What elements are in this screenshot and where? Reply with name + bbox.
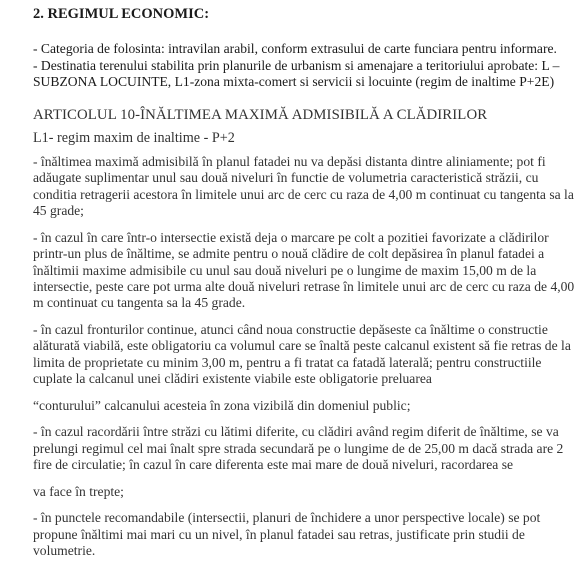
paragraph-line: înăltimii maxime admisibile cu unul sau două niveluri pe o lungime de maxim 15,00 m de la xyxy=(33,263,537,278)
paragraph-line: printr-un plus de înăltime, se admite pentru o nouă clădire de colt depăsirea în planul fatadei a xyxy=(33,246,545,261)
section-heading: 2. REGIMUL ECONOMIC: xyxy=(33,6,210,22)
paragraph-line: fire de circulatie; în cazul în care diferenta este mai mare de două niveluri, racordarea se xyxy=(33,457,514,472)
paragraph-line: adăugate suplimentar unul sau două niveluri în functie de volumetria caracteristică străzii, cu xyxy=(33,170,539,185)
paragraph-line: m continuat cu tangenta sa la 45 grade. xyxy=(33,295,246,310)
paragraph-line: 45 grade; xyxy=(33,203,84,218)
paragraph-line: limita de proprietate cu minim 3,00 m, pentru a fi tratat ca fatadă laterală; pentru constructiile xyxy=(33,355,542,370)
paragraph-line: conditia retragerii acestora în limitele unui arc de cerc cu raza de 4,00 m continuat cu tangenta sa la xyxy=(33,187,574,202)
article-title: ARTICOLUL 10-ÎNĂLTIMEA MAXIMĂ ADMISIBILĂ A CLĂDIRILOR xyxy=(33,107,488,123)
paragraph-line: alăturată viabilă, este obligatoriu ca volumul care se înaltă peste calcanul existent să fie retras de la xyxy=(33,338,571,353)
paragraph-line: - înăltimea maximă admisibilă în planul fatadei nu va depăsi distanta dintre aliniamente; pot fi xyxy=(33,154,546,169)
paragraph-line: intersectie, peste care pot urma alte două niveluri retrase în limitele unui arc de cerc cu raza de 4,00 xyxy=(33,279,575,294)
paragraph-line: - în cazul fronturilor continue, atunci când noua constructie depăseste ca înăltime o constructie xyxy=(33,322,548,337)
height-regime: L1- regim maxim de inaltime - P+2 xyxy=(33,130,235,146)
paragraph-line: - în punctele recomandabile (intersectii, planuri de închidere a unor perspective locale) se pot xyxy=(33,510,541,525)
paragraph-line: - în cazul racordării între străzi cu lătimi diferite, cu clădiri având regim diferit de înăltime, se va xyxy=(33,424,559,439)
intro-line: - Categoria de folosinta: intravilan arabil, conform extrasului de carte funciara pentru informare. xyxy=(33,41,557,56)
intro-line: - Destinatia terenului stabilita prin planurile de urbanism si amenajare a teritoriului aprobate: L – xyxy=(33,58,560,73)
paragraph-line: - în cazul în care într-o intersectie există deja o marcare pe colt a pozitiei favorizate a clădirilor xyxy=(33,230,549,245)
intro-line: SUBZONA LOCUINTE, L1-zona mixta-comert si servicii si locuinte (regim de inaltime P+2E) xyxy=(33,74,555,89)
paragraph-line: prelungi regimul cel mai înalt spre strada secundară pe o lungime de de 25,00 m dacă strada are 2 xyxy=(33,441,564,456)
paragraph-line: volumetrie. xyxy=(33,543,96,558)
paragraph-line: va face în trepte; xyxy=(33,484,124,499)
paragraph-line: “conturului” calcanului acesteia în zona vizibilă din domeniul public; xyxy=(33,398,411,413)
paragraph-line: propune înăltimi mai mari cu un nivel, în planul fatadei sau retras, justificate prin studii de xyxy=(33,527,525,542)
paragraph-line: cuplate la calcanul unei clădiri existente viabile este obligatorie preluarea xyxy=(33,371,432,386)
